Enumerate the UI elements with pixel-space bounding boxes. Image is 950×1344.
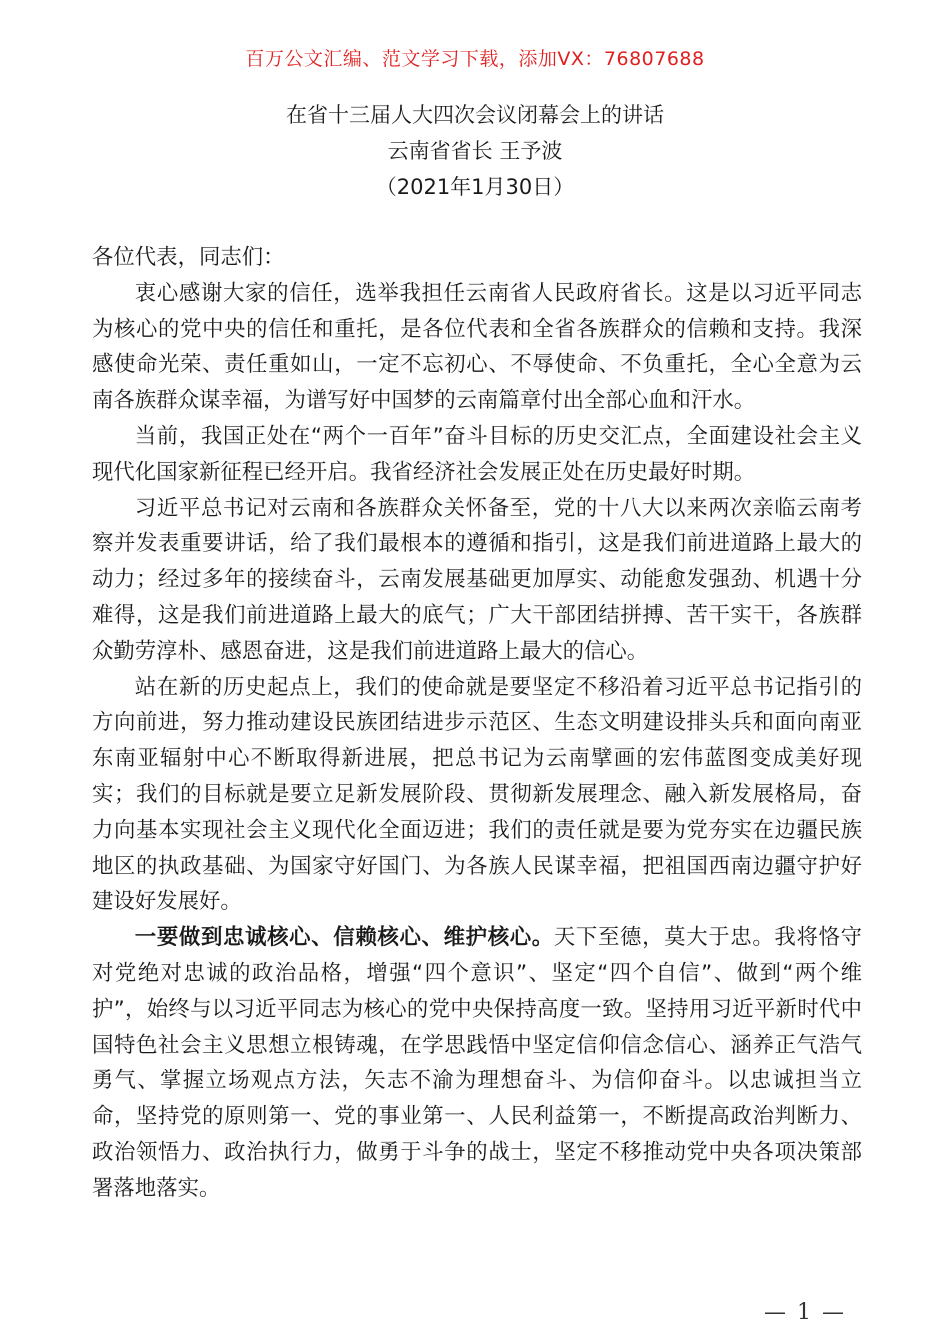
salutation: 各位代表，同志们： (92, 245, 285, 270)
speech-body (92, 240, 862, 1207)
speech-date: （2021年1月30日） (375, 175, 575, 199)
speech-author: 云南省省长 王予波 (387, 139, 563, 163)
paragraph-5 (92, 920, 862, 1206)
page-number: — 1 — (764, 1300, 846, 1325)
watermark-text: 百万公文汇编、范文学习下载，添加VX：76807688 (245, 48, 705, 70)
paragraph-2: 当前，我国正处在“两个一百年”奋斗目标的历史交汇点，全面建设社会主义现代化国家新征程已经开启。我省经济社会发展正处在历史最好时期。 (92, 423, 862, 485)
paragraph-1: 衷心感谢大家的信任，选举我担任云南省人民政府省长。这是以习近平同志为核心的党中央的信任和重托，是各位代表和全省各族群众的信赖和支持。我深感使命光荣、责任重如山，一定不忘初心、不辱使命、不负重托，全心全意为云南各族群众谋幸福，为谱写好中国梦的云南篇章付出全部心血和汗水。 (92, 280, 862, 414)
paragraph-4: 站在新的历史起点上，我们的使命就是要坚定不移沿着习近平总书记指引的方向前进，努力推动建设民族团结进步示范区、生态文明建设排头兵和面向南亚东南亚辐射中心不断取得新进展，把总书记为云南擘画的宏伟蓝图变成美好现实；我们的目标就是要立足新发展阶段、贯彻新发展理念、融入新发展格局，奋力向基本实现社会主义现代化全面迈进；我们的责任就是要为党夯实在边疆民族地区的执政基础、为国家守好国门、为各族人民谋幸福，把祖国西南边疆守护好建设好发展好。 (92, 674, 862, 915)
title-block (0, 97, 950, 205)
paragraph-5-text: 天下至德，莫大于忠。我将恪守对党绝对忠诚的政治品格，增强“四个意识”、坚定“四个自信”、做到“两个维护”，始终与以习近平同志为核心的党中央保持高度一致。坚持用习近平新时代中国特色社会主义思想立根铸魂，在学思践悟中坚定信仰信念信心、涵养正气浩气勇气、掌握立场观点方法，矢志不渝为理想奋斗、为信仰奋斗。以忠诚担当立命，坚持党的原则第一、党的事业第一、人民利益第一，不断提高政治判断力、政治领悟力、政治执行力，做勇于斗争的战士，坚定不移推动党中央各项决策部署落地落实。 (92, 925, 862, 1201)
speech-title: 在省十三届人大四次会议闭幕会上的讲话 (286, 103, 664, 127)
paragraph-5-lead: 一要做到忠诚核心、信赖核心、维护核心。 (134, 925, 554, 951)
paragraph-3: 习近平总书记对云南和各族群众关怀备至，党的十八大以来两次亲临云南考察并发表重要讲话，给了我们最根本的遵循和指引，这是我们前进道路上最大的动力；经过多年的接续奋斗，云南发展基础更加厚实、动能愈发强劲、机遇十分难得，这是我们前进道路上最大的底气；广大干部团结拼搏、苦干实干，各族群众勤劳淳朴、感恩奋进，这是我们前进道路上最大的信心。 (92, 495, 862, 664)
